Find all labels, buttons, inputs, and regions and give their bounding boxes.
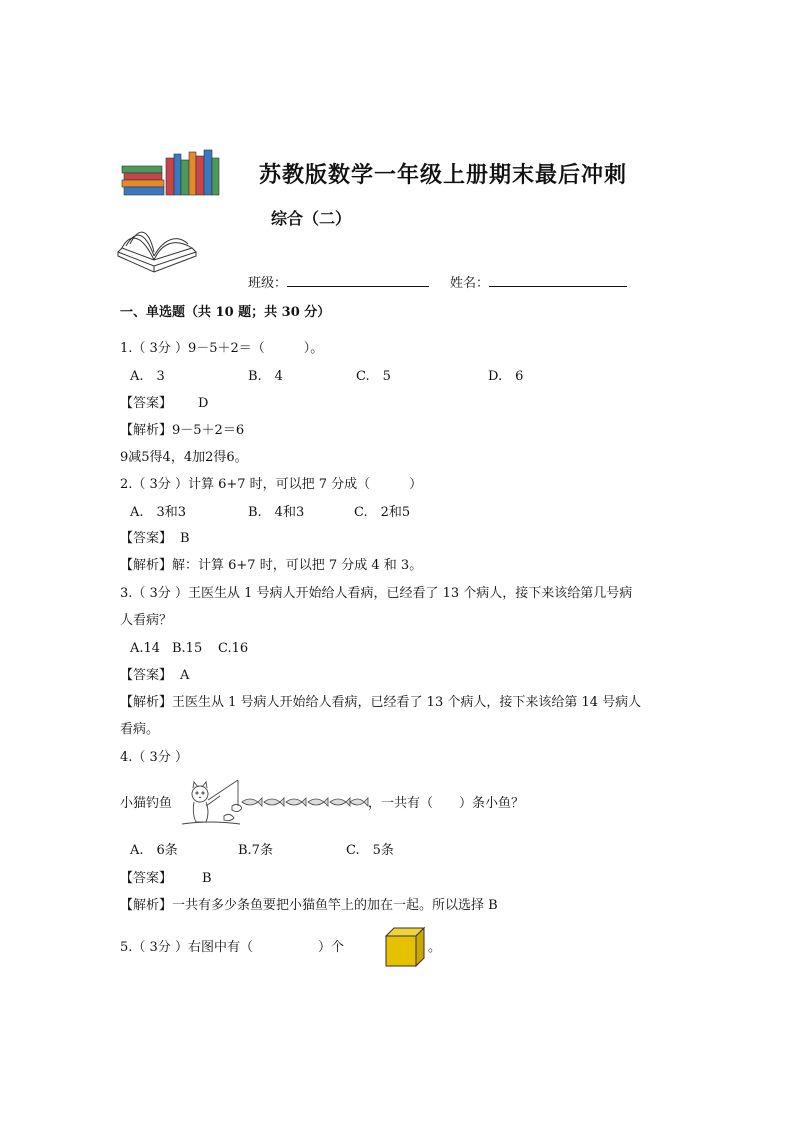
- name-field: [450, 274, 627, 294]
- answer-label: 【答案】: [120, 668, 173, 683]
- books-stack-icon: [120, 148, 222, 198]
- analysis-text: 9－5＋2＝6: [172, 423, 245, 438]
- name-blank[interactable]: [489, 274, 627, 287]
- answer-label: 【答案】: [120, 396, 173, 411]
- question-3-option-c[interactable]: C.16: [218, 641, 249, 656]
- question-4-answer: [120, 869, 212, 889]
- section-heading: 一、单选题（共 10 题；共 30 分）: [120, 305, 331, 320]
- cat-fishing-icon: [180, 776, 242, 828]
- question-4-analysis: [120, 896, 498, 916]
- analysis-text: 王医生从 1 号病人开始给人看病，已经看了 13 个病人，接下来该给第 14 号病人: [172, 695, 642, 710]
- question-2-answer: [120, 529, 190, 549]
- fish-row-icon: [240, 794, 370, 810]
- question-4-picture-prefix: 小猫钓鱼: [120, 796, 173, 811]
- class-label: 班级：: [248, 276, 288, 291]
- question-1-option-a[interactable]: A. 3: [130, 369, 165, 384]
- question-1-analysis: [120, 421, 244, 441]
- question-5-stem-prefix: 5.（ 3分 ）右图中有（ ）个: [120, 940, 344, 955]
- question-4-option-b[interactable]: B.7条: [238, 843, 273, 858]
- question-2-analysis: [120, 556, 422, 576]
- answer-value: D: [198, 396, 209, 411]
- analysis-label: 【解析】: [120, 898, 173, 913]
- page-title: 苏教版数学一年级上册期末最后冲刺: [259, 162, 628, 188]
- name-label: 姓名：: [450, 276, 490, 291]
- analysis-text: 解：计算 6+7 时，可以把 7 分成 4 和 3。: [172, 558, 423, 573]
- answer-value: B: [202, 871, 212, 886]
- question-2-option-c[interactable]: C. 2和5: [354, 505, 411, 520]
- question-3-option-b[interactable]: B.15: [172, 641, 203, 656]
- question-2-option-a[interactable]: A. 3和3: [130, 505, 187, 520]
- question-1-answer: [120, 394, 208, 414]
- class-field: [248, 274, 429, 294]
- question-3-option-a[interactable]: A.14: [130, 641, 161, 656]
- question-3-answer: [120, 666, 189, 686]
- question-4-picture-suffix: ，一共有（ ）条小鱼？: [368, 796, 525, 811]
- question-1-analysis-extra: 9减5得4，4加2得6。: [120, 450, 248, 465]
- question-1-option-b[interactable]: B. 4: [248, 369, 283, 384]
- question-2-stem: 2.（ 3分 ）计算 6+7 时，可以把 7 分成（ ）: [120, 477, 423, 492]
- question-4-stem: 4.（ 3分 ）: [120, 750, 188, 765]
- page-subtitle: 综合（二）: [271, 209, 352, 228]
- question-3-analysis-line-2: 看病。: [120, 722, 160, 737]
- question-1-option-c[interactable]: C. 5: [356, 369, 391, 384]
- analysis-label: 【解析】: [120, 423, 173, 438]
- answer-value: B: [180, 531, 190, 546]
- cube-icon: [384, 926, 426, 968]
- question-1-stem: 1.（ 3分 ）9－5＋2＝（ ）。: [120, 341, 324, 356]
- open-book-icon: [114, 222, 200, 280]
- answer-label: 【答案】: [120, 531, 173, 546]
- question-4-option-a[interactable]: A. 6条: [130, 843, 178, 858]
- question-2-option-b[interactable]: B. 4和3: [248, 505, 305, 520]
- question-3-stem-line-1: 3.（ 3分 ）王医生从 1 号病人开始给人看病，已经看了 13 个病人，接下来该给第几号病: [120, 586, 633, 601]
- answer-value: A: [180, 668, 190, 683]
- question-3-stem-line-2: 人看病？: [120, 613, 173, 628]
- analysis-label: 【解析】: [120, 558, 173, 573]
- question-4-option-c[interactable]: C. 5条: [346, 843, 394, 858]
- answer-label: 【答案】: [120, 871, 173, 886]
- question-1-option-d[interactable]: D. 6: [488, 369, 524, 384]
- analysis-text: 一共有多少条鱼要把小猫鱼竿上的加在一起。所以选择 B: [172, 898, 498, 913]
- analysis-label: 【解析】: [120, 695, 173, 710]
- class-blank[interactable]: [287, 274, 429, 287]
- question-3-analysis: [120, 693, 641, 713]
- question-5-stem-suffix: 。: [428, 940, 442, 955]
